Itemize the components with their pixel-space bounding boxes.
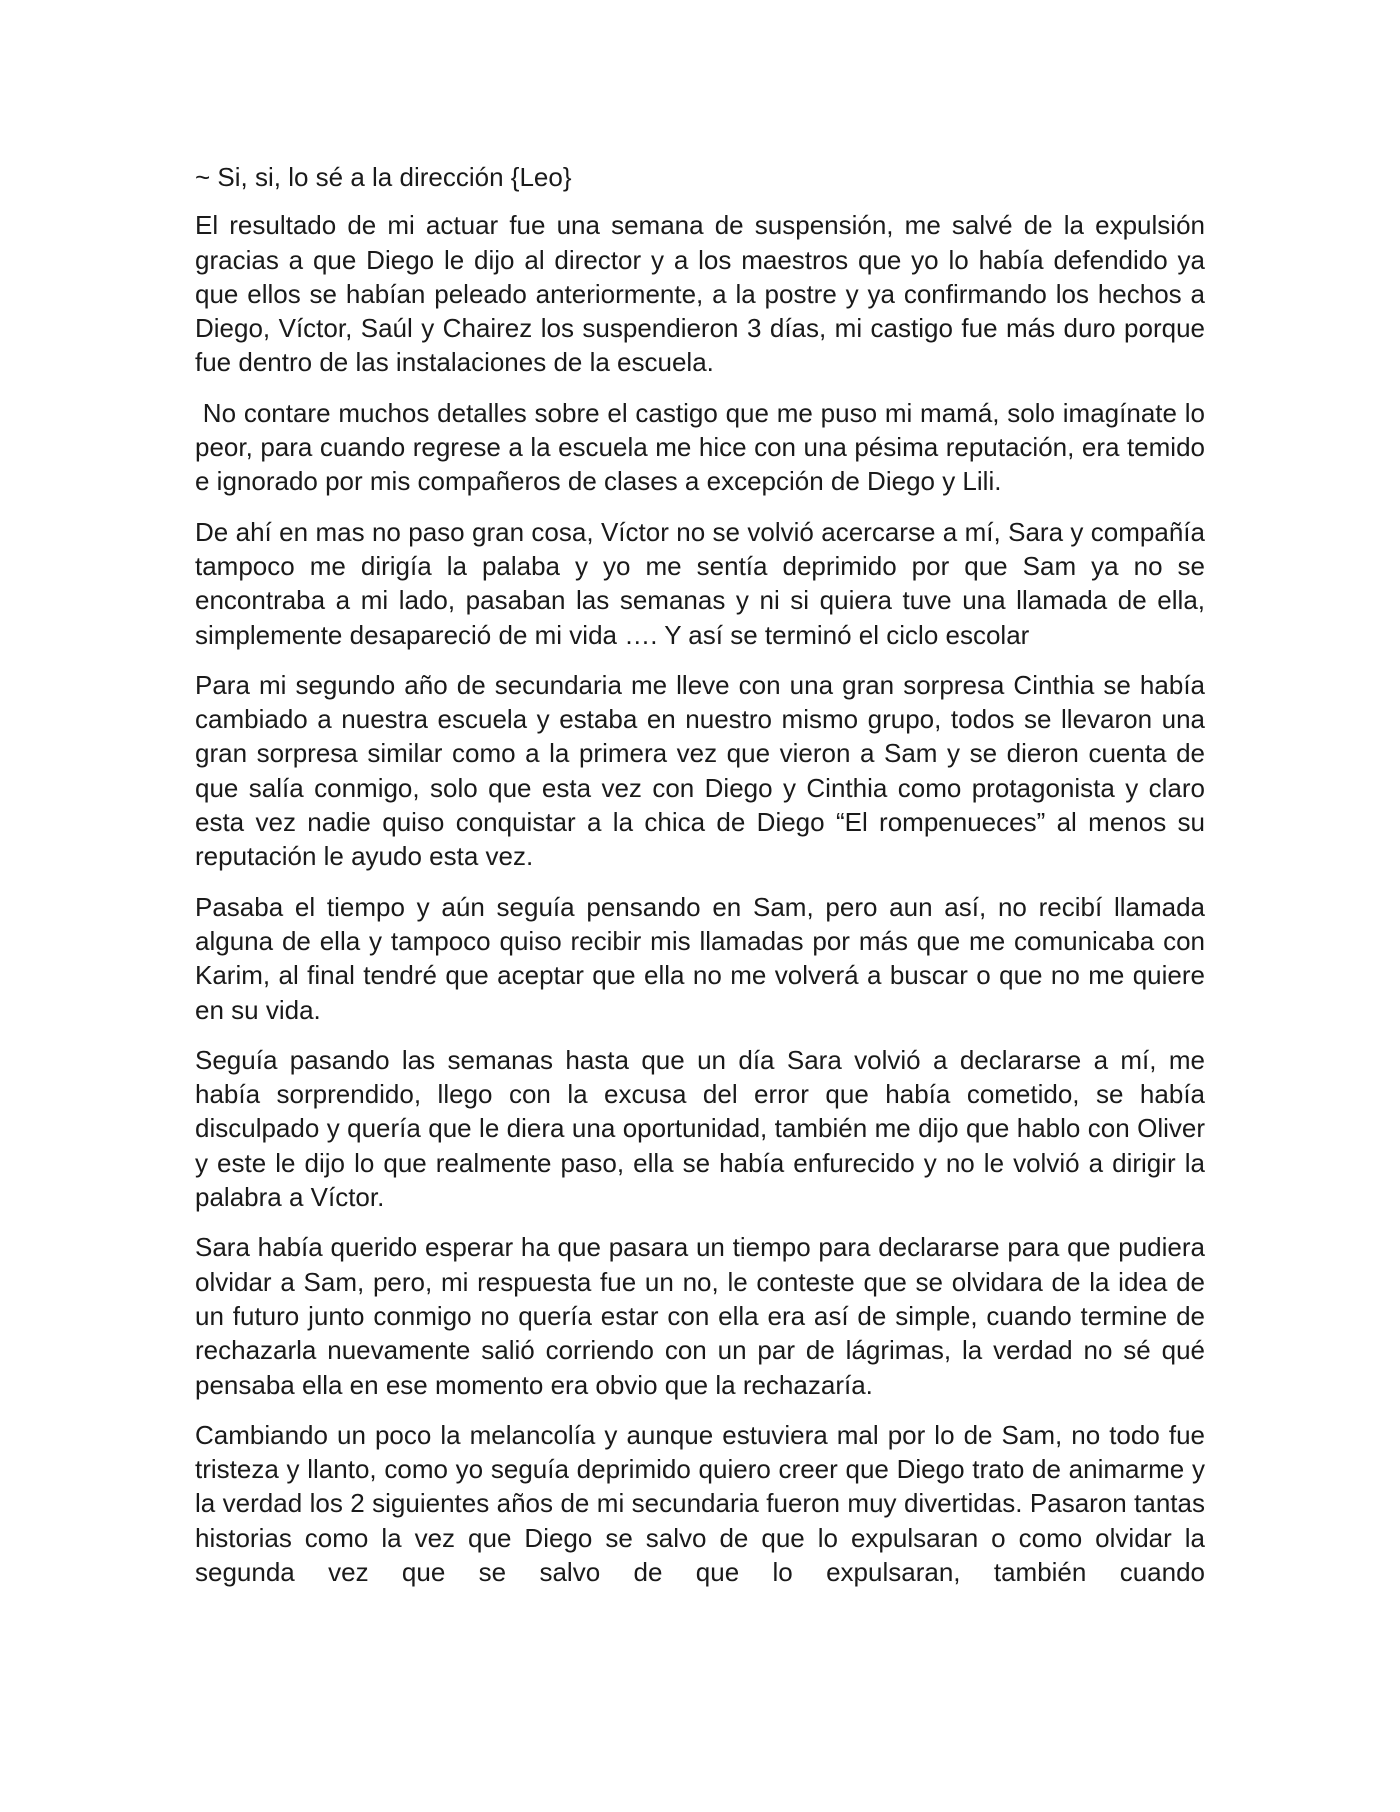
paragraph: El resultado de mi actuar fue una semana de suspensión, me salvé de la expulsión gracias a que Diego le dijo al director y a los maestros que yo lo había defendido ya que ellos se habían peleado anteriormente, a la postre y ya confirmando los hechos a Diego, Víctor, Saúl y Chairez los suspendieron 3 días, mi castigo fue más duro porque fue dentro de las instalaciones de la escuela. (195, 210, 1205, 378)
paragraph: Para mi segundo año de secundaria me lleve con una gran sorpresa Cinthia se había cambiado a nuestra escuela y estaba en nuestro mismo grupo, todos se llevaron una gran sorpresa similar como a la primera vez que vieron a Sam y se dieron cuenta de que salía conmigo, solo que esta vez con Diego y Cinthia como protagonista y claro esta vez nadie quiso conquistar a la chica de Diego “El rompenueces” al menos su reputación le ayudo esta vez. (195, 669, 1205, 872)
paragraph: Cambiando un poco la melancolía y aunque estuviera mal por lo de Sam, no todo fue tristeza y llanto, como yo seguía deprimido quiero creer que Diego trato de animarme y la verdad los 2 siguientes años de mi secundaria fueron muy divertidas. Pasaron tantas historias como la vez que Diego se salvo de que lo expulsaran o como olvidar la segunda vez que se salvo de que lo expulsaran, también cuando (195, 1419, 1205, 1587)
paragraph-heading-line: ~ Si, si, lo sé a la dirección {Leo} (195, 162, 572, 192)
paragraph: Seguía pasando las semanas hasta que un día Sara volvió a declararse a mí, me había sorprendido, llego con la excusa del error que había cometido, se había disculpado y quería que le diera una oportunidad, también me dijo que hablo con Oliver y este le dijo lo que realmente paso, ella se había enfurecido y no le volvió a dirigir la palabra a Víctor. (195, 1044, 1205, 1213)
paragraph: No contare muchos detalles sobre el castigo que me puso mi mamá, solo imagínate lo peor, para cuando regrese a la escuela me hice con una pésima reputación, era temido e ignorado por mis compañeros de clases a excepción de Diego y Lili. (195, 397, 1213, 497)
paragraph: De ahí en mas no paso gran cosa, Víctor no se volvió acercarse a mí, Sara y compañía tampoco me dirigía la palaba y yo me sentía deprimido por que Sam ya no se encontraba a mi lado, pasaban las semanas y ni si quiera tuve una llamada de ella, simplemente desapareció de mi vida …. Y así se terminó el ciclo escolar (195, 516, 1205, 650)
document-body (195, 160, 1213, 1589)
paragraph: Pasaba el tiempo y aún seguía pensando en Sam, pero aun así, no recibí llamada alguna de ella y tampoco quiso recibir mis llamadas por más que me comunicaba con Karim, al final tendré que aceptar que ella no me volverá a buscar o que no me quiere en su vida. (195, 891, 1205, 1025)
paragraph: Sara había querido esperar ha que pasara un tiempo para declararse para que pudiera olvidar a Sam, pero, mi respuesta fue un no, le conteste que se olvidara de la idea de un futuro junto conmigo no quería estar con ella era así de simple, cuando termine de rechazarla nuevamente salió corriendo con un par de lágrimas, la verdad no sé qué pensaba ella en ese momento era obvio que la rechazaría. (195, 1232, 1205, 1400)
